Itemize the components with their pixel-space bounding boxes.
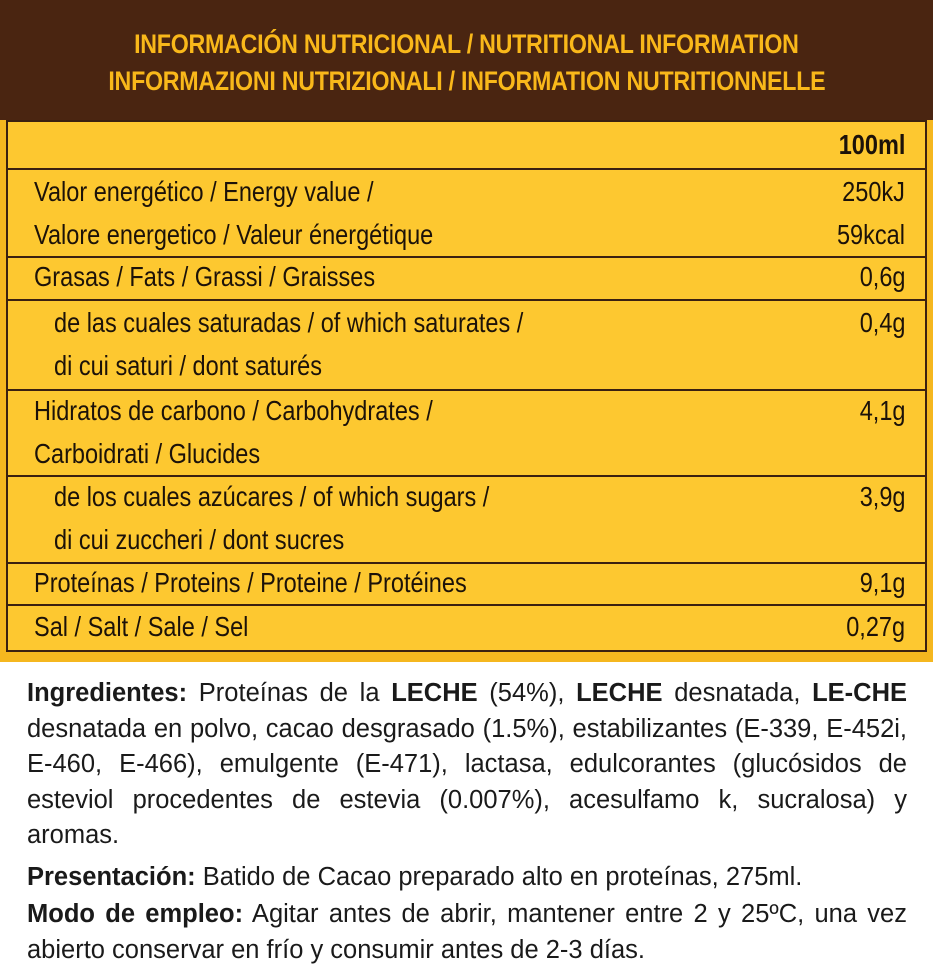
usage-text: Agitar antes de abrir, mantener entre 2 y 25ºC, una vez abierto conservar en frío y consumir antes de 2-3 días. <box>27 900 907 964</box>
product-info-text <box>27 676 907 968</box>
row-label: Proteínas / Proteins / Proteine / Protéines <box>34 567 467 598</box>
presentation-label: Presentación: <box>27 862 196 891</box>
ingredients-text: Proteínas de la <box>187 679 392 707</box>
table-row-proteins <box>8 562 925 604</box>
allergen-milk: LECHE <box>391 679 478 707</box>
table-row-saturates <box>8 299 925 389</box>
presentation-text: Batido de Cacao preparado alto en proteínas, 275ml. <box>195 862 803 891</box>
row-value: 0,27g <box>846 611 905 642</box>
usage-paragraph <box>27 897 907 968</box>
allergen-milk: LECHE <box>576 679 663 707</box>
row-label: de los cuales azúcares / of which sugars / <box>54 481 490 512</box>
row-value: 4,1g <box>859 395 905 426</box>
ingredients-text: (54%), <box>477 679 577 707</box>
row-value: 250kJ <box>842 176 905 207</box>
ingredients-text: desnatada, <box>662 679 813 707</box>
row-value: 0,4g <box>859 307 905 338</box>
row-label: Carboidrati / Glucides <box>34 438 261 469</box>
header-title-line-1: INFORMACIÓN NUTRICIONAL / NUTRITIONAL INFORMATION <box>134 29 799 59</box>
table-row-energy <box>8 168 925 256</box>
ingredients-paragraph <box>27 676 907 854</box>
table-row-fats <box>8 256 925 299</box>
row-label: Grasas / Fats / Grassi / Graisses <box>34 261 376 292</box>
row-label: Valore energetico / Valeur énergétique <box>34 219 434 250</box>
row-label: de las cuales saturadas / of which saturates / <box>54 307 524 338</box>
row-label: Valor energético / Energy value / <box>34 176 374 207</box>
table-row-carbohydrates <box>8 389 925 475</box>
header-title-line-2: INFORMAZIONI NUTRIZIONALI / INFORMATION NUTRITIONNELLE <box>107 66 825 96</box>
row-label: di cui saturi / dont saturés <box>54 350 322 381</box>
ingredients-text: desnatada en polvo, cacao desgrasado (1.5%), estabilizantes (E-339, E-452i, E-460, E-466), emulgente (E-471), lactasa, edulcorantes (glucósidos de esteviol procedentes de estevia (0.007%), acesulfamo k, sucralosa) y aromas. <box>27 714 907 849</box>
row-label: Hidratos de carbono / Carbohydrates / <box>34 395 433 426</box>
column-header-100ml: 100ml <box>838 129 905 160</box>
table-row-salt <box>8 604 925 650</box>
nutrition-table <box>6 120 927 652</box>
row-label: Sal / Salt / Sale / Sel <box>34 611 249 642</box>
ingredients-label: Ingredientes: <box>27 679 188 707</box>
presentation-paragraph <box>27 860 907 896</box>
row-value: 59kcal <box>837 219 905 250</box>
usage-label: Modo de empleo: <box>27 900 244 928</box>
row-label: di cui zuccheri / dont sucres <box>54 524 345 555</box>
allergen-milk: LE-CHE <box>812 679 907 707</box>
table-header-row <box>8 122 925 168</box>
row-value: 9,1g <box>859 567 905 598</box>
nutrition-header <box>0 0 933 120</box>
row-value: 3,9g <box>859 481 905 512</box>
table-row-sugars <box>8 475 925 562</box>
row-value: 0,6g <box>859 261 905 292</box>
